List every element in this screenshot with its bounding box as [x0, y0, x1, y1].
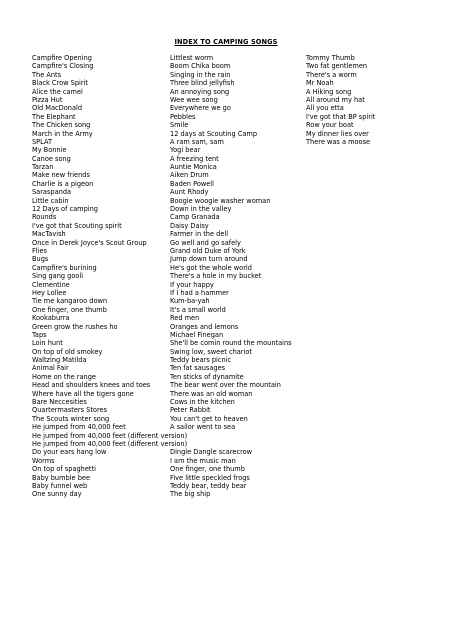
- song-title: Tommy Thumb: [306, 54, 355, 62]
- song-title: I've got that Scouting spirit: [32, 221, 122, 230]
- song-title: A ram sam, sam: [170, 137, 224, 146]
- song-title: MacTavish: [32, 230, 66, 239]
- song-title: A Hiking song: [306, 87, 352, 96]
- song-title: Daisy Daisy: [170, 221, 209, 230]
- song-title: Red men: [170, 314, 200, 323]
- song-title: Animal Fair: [32, 364, 69, 373]
- song-title: Flies: [32, 246, 47, 255]
- song-title: Waltzing Matilda: [32, 356, 87, 365]
- song-title: There's a worm: [306, 70, 357, 79]
- song-title: Black Crow Spirit: [32, 79, 88, 88]
- song-title: It's a small world: [170, 305, 226, 314]
- page-title: INDEX TO CAMPING SONGS: [174, 38, 278, 46]
- song-title: Farmer in the dell: [170, 230, 229, 239]
- song-title: One finger, one thumb: [170, 465, 245, 474]
- song-title: Sing gang gooli: [32, 272, 84, 281]
- song-title: Five little speckled frogs: [170, 473, 250, 482]
- song-title: Kookaburra: [32, 314, 70, 323]
- song-title: An annoying song: [170, 87, 230, 96]
- song-title: He jumped from 40,000 feet: [32, 423, 126, 432]
- song-title: The Ants: [32, 70, 62, 79]
- song-title: Do your ears hang low: [32, 448, 107, 457]
- song-title: Campfire's burining: [32, 263, 97, 272]
- song-title: Littlest worm: [170, 54, 214, 62]
- song-title: Jump down turn around: [170, 255, 248, 264]
- song-title: Camp Granada: [170, 213, 220, 222]
- song-title: Down in the valley: [170, 205, 232, 214]
- song-title: The Scouts winter song: [32, 414, 110, 423]
- song-title: Campfire's Closing: [32, 62, 94, 71]
- song-title: Mr Noah: [306, 79, 334, 88]
- song-title: Worms: [32, 456, 55, 465]
- song-title: A sailor went to sea: [170, 423, 236, 432]
- song-title: There's a hole in my bucket: [170, 272, 262, 281]
- song-title: Swing low, sweet chariot: [170, 347, 252, 356]
- song-title: Quartermasters Stores: [32, 406, 108, 415]
- song-title: The big ship: [170, 490, 211, 499]
- song-title: Home on the range: [32, 372, 96, 381]
- song-title: If I had a hammer: [170, 288, 229, 297]
- song-column-3: [306, 54, 375, 146]
- song-title: All around my hat: [306, 95, 365, 104]
- song-title: The Chicken song: [32, 121, 91, 130]
- song-title: Green grow the rushes ho: [32, 322, 118, 331]
- song-title: I am the music man: [170, 456, 236, 465]
- song-title: All you etta: [306, 104, 344, 113]
- song-title: The bear went over the mountain: [170, 381, 281, 390]
- song-title: Peter Rabbit: [170, 406, 211, 415]
- song-title: [170, 440, 292, 448]
- song-title: Everywhere we go: [170, 104, 231, 113]
- song-title: I've got that BP spirit: [306, 112, 376, 121]
- song-title: Kum-ba-yah: [170, 297, 210, 306]
- song-title: On top of spaghetti: [32, 465, 96, 474]
- song-title: Taps: [32, 330, 47, 339]
- song-title: You can't get to heaven: [170, 414, 248, 423]
- song-title: Baby bumble bee: [32, 473, 91, 482]
- song-title: There was an old woman: [170, 389, 253, 398]
- song-title: Old MacDonald: [32, 104, 83, 113]
- song-title: My dinner lies over: [306, 129, 369, 138]
- song-title: Saraspanda: [32, 188, 72, 197]
- song-title: My Bonnie: [32, 146, 67, 155]
- song-title: Aiken Drum: [170, 171, 209, 180]
- song-title: March in the Army: [32, 129, 93, 138]
- song-title: Michael Finegan: [170, 330, 224, 339]
- song-title: Canoe song: [32, 154, 71, 163]
- song-title: He's got the whole world: [170, 263, 252, 272]
- song-title: Wee wee song: [170, 95, 218, 104]
- song-title: He jumped from 40,000 feet (different version): [32, 439, 188, 448]
- song-title: Pizza Hut: [32, 95, 63, 104]
- song-title: Hey Lollee: [32, 288, 67, 297]
- song-title: Aunt Rhody: [170, 188, 209, 197]
- song-title: Teddy bears picnic: [170, 356, 232, 365]
- song-title: Little cabin: [32, 196, 69, 205]
- song-column-1: [32, 54, 187, 499]
- song-title: Head and shoulders knees and toes: [32, 381, 151, 390]
- song-title: If your happy: [170, 280, 214, 289]
- song-title: Baden Powell: [170, 179, 214, 188]
- song-title: Bare Neccesities: [32, 398, 87, 407]
- song-title: [170, 432, 292, 440]
- song-title: Cows in the kitchen: [170, 398, 235, 407]
- song-title: Boom Chika boom: [170, 62, 231, 71]
- song-title: 12 Days of camping: [32, 205, 98, 214]
- song-title: He jumped from 40,000 feet (different version): [32, 431, 188, 440]
- song-title: Teddy bear, teddy bear: [170, 481, 247, 490]
- song-title: Tarzan: [32, 163, 54, 172]
- song-title: Singing in the rain: [170, 70, 231, 79]
- song-title: Bugs: [32, 255, 49, 264]
- song-column-2: [170, 54, 292, 499]
- song-title: Ten sticks of dynamite: [170, 372, 244, 381]
- song-title: Campfire Opening: [32, 54, 92, 62]
- song-title: Where have all the tigers gone: [32, 389, 134, 398]
- song-title: Smile: [170, 121, 189, 130]
- song-title: Go well and go safely: [170, 238, 241, 247]
- song-title: Row your boat: [306, 121, 354, 130]
- song-title: Grand old Duke of York: [170, 246, 246, 255]
- song-title: One finger, one thumb: [32, 305, 107, 314]
- song-title: She'll be comin round the mountains: [170, 339, 292, 348]
- song-title: Once in Derek Joyce's Scout Group: [32, 238, 147, 247]
- song-title: The Elephant: [32, 112, 76, 121]
- song-title: Charlie is a pigeon: [32, 179, 94, 188]
- song-title: On top of old smokey: [32, 347, 103, 356]
- song-title: Rounds: [32, 213, 57, 222]
- song-title: Ten fat sausages: [170, 364, 226, 373]
- song-title: Dingle Dangle scarecrow: [170, 448, 253, 457]
- song-title: One sunny day: [32, 490, 82, 499]
- song-title: There was a moose: [306, 137, 371, 146]
- song-title: Clementine: [32, 280, 70, 289]
- song-title: SPLAT: [32, 137, 53, 146]
- song-title: Tie me kangaroo down: [32, 297, 108, 306]
- song-title: Boogie woogie washer woman: [170, 196, 271, 205]
- song-title: Yogi bear: [170, 146, 201, 155]
- song-title: Three blind jellyfish: [170, 79, 235, 88]
- song-title: Make new friends: [32, 171, 90, 180]
- song-title: Pebbles: [170, 112, 196, 121]
- song-title: A freezing tent: [170, 154, 219, 163]
- song-title: Two fat gentlemen: [306, 62, 368, 71]
- song-title: Loin hunt: [32, 339, 63, 348]
- song-title: Oranges and lemons: [170, 322, 239, 331]
- song-title: 12 days at Scouting Camp: [170, 129, 258, 138]
- song-title: Auntie Monica: [170, 163, 217, 172]
- song-title: Baby funnel web: [32, 481, 88, 490]
- song-title: Alice the camel: [32, 87, 83, 96]
